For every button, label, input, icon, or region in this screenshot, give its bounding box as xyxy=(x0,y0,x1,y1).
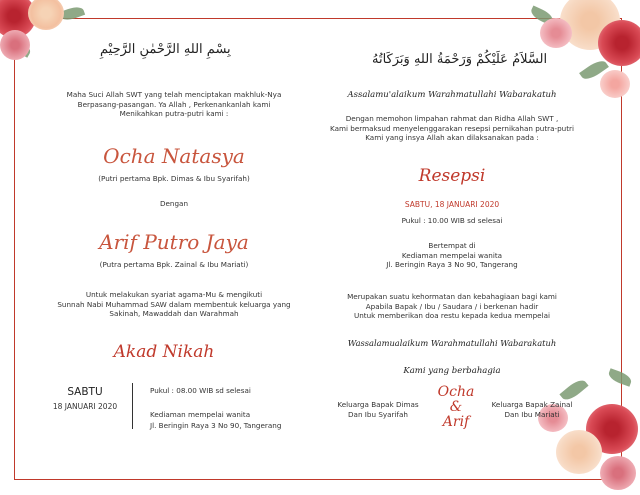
resepsi-date: SABTU, 18 JANUARI 2020 xyxy=(404,200,500,209)
left-purpose xyxy=(28,290,320,319)
venue-line: Kediaman mempelai wanita xyxy=(401,250,503,260)
left-intro-line: Maha Suci Allah SWT yang telah menciptakan makhluk-Nya xyxy=(66,90,282,99)
family-left-line: Keluarga Bapak Dimas xyxy=(337,400,419,409)
family-left-line: Dan Ibu Syarifah xyxy=(348,409,408,419)
closing-salam: Wassalamualaikum Warahmatullahi Wabarakatuh xyxy=(347,338,557,348)
akad-time: Pukul : 08.00 WIB sd selesai xyxy=(150,386,251,395)
akad-date: 18 JANUARI 2020 xyxy=(52,402,118,411)
resepsi-time: Pukul : 10.00 WIB sd selesai xyxy=(401,216,503,225)
akad-place-1: Kediaman mempelai wanita xyxy=(150,410,251,419)
purpose-line: Sakinah, Mawaddah dan Warahmah xyxy=(109,309,239,318)
akad-divider xyxy=(132,383,133,429)
akad-title: Akad Nikah xyxy=(113,342,215,362)
left-intro xyxy=(28,90,320,119)
venue-line: Bertempat di xyxy=(428,241,476,250)
couple-name-2: Arif xyxy=(442,414,470,430)
happy-text: Kami yang berbahagia xyxy=(403,366,501,376)
with-text: Dengan xyxy=(159,199,189,208)
right-intro xyxy=(318,114,586,143)
groom-parents: (Putra pertama Bpk. Zainal & Ibu Mariati) xyxy=(99,260,249,269)
couple-name-1: Ocha xyxy=(437,384,475,400)
right-intro-line: Kami yang insya Allah akan dilaksanakan pada : xyxy=(365,133,539,142)
salam-arabic: السَّلاَمُ عَلَيْكُمْ وَرَحْمَةُ اللهِ وَبَرَكَاتُهُ xyxy=(372,52,548,67)
right-intro-line: Dengan memohon limpahan rahmat dan Ridha Allah SWT , xyxy=(345,114,559,123)
family-right xyxy=(482,400,582,419)
honor-line: Merupakan suatu kehormatan dan kebahagiaan bagi kami xyxy=(347,292,557,301)
honor-line: Apabila Bapak / Ibu / Saudara / i berkenan hadir xyxy=(365,301,539,311)
couple-names xyxy=(428,385,484,430)
purpose-line: Untuk melakukan syariat agama-Mu & mengikuti xyxy=(85,290,263,299)
salam-latin: Assalamu'alaikum Warahmatullahi Wabarakatuh xyxy=(347,90,557,100)
couple-amp: & xyxy=(449,399,463,415)
venue-line: Jl. Beringin Raya 3 No 90, Tangerang xyxy=(386,260,518,269)
bride-name: Ocha Natasya xyxy=(103,144,245,168)
bismillah-text: بِسْمِ اللهِ الرَّحْمٰنِ الرَّحِيْمِ xyxy=(100,42,231,57)
honor-text xyxy=(318,292,586,321)
right-intro-line: Kami bermaksud menyelenggarakan resepsi pernikahan putra-putri xyxy=(330,123,574,133)
left-intro-line: Berpasang-pasangan. Ya Allah , Perkenankanlah kami xyxy=(77,99,271,109)
purpose-line: Sunnah Nabi Muhammad SAW dalam membentuk keluarga yang xyxy=(57,299,291,309)
family-right-line: Dan Ibu Mariati xyxy=(504,409,560,419)
family-right-line: Keluarga Bapak Zainal xyxy=(491,400,573,409)
family-left xyxy=(328,400,428,419)
akad-day: SABTU xyxy=(67,386,103,398)
resepsi-venue xyxy=(318,241,586,270)
akad-place-2: Jl. Beringin Raya 3 No 90, Tangerang xyxy=(150,421,282,430)
left-intro-line: Menikahkan putra-putri kami : xyxy=(119,109,229,118)
groom-name: Arif Putro Jaya xyxy=(99,230,249,254)
bride-parents: (Putri pertama Bpk. Dimas & Ibu Syarifah) xyxy=(98,174,250,183)
honor-line: Untuk memberikan doa restu kepada kedua mempelai xyxy=(353,311,551,320)
resepsi-title: Resepsi xyxy=(418,166,486,186)
